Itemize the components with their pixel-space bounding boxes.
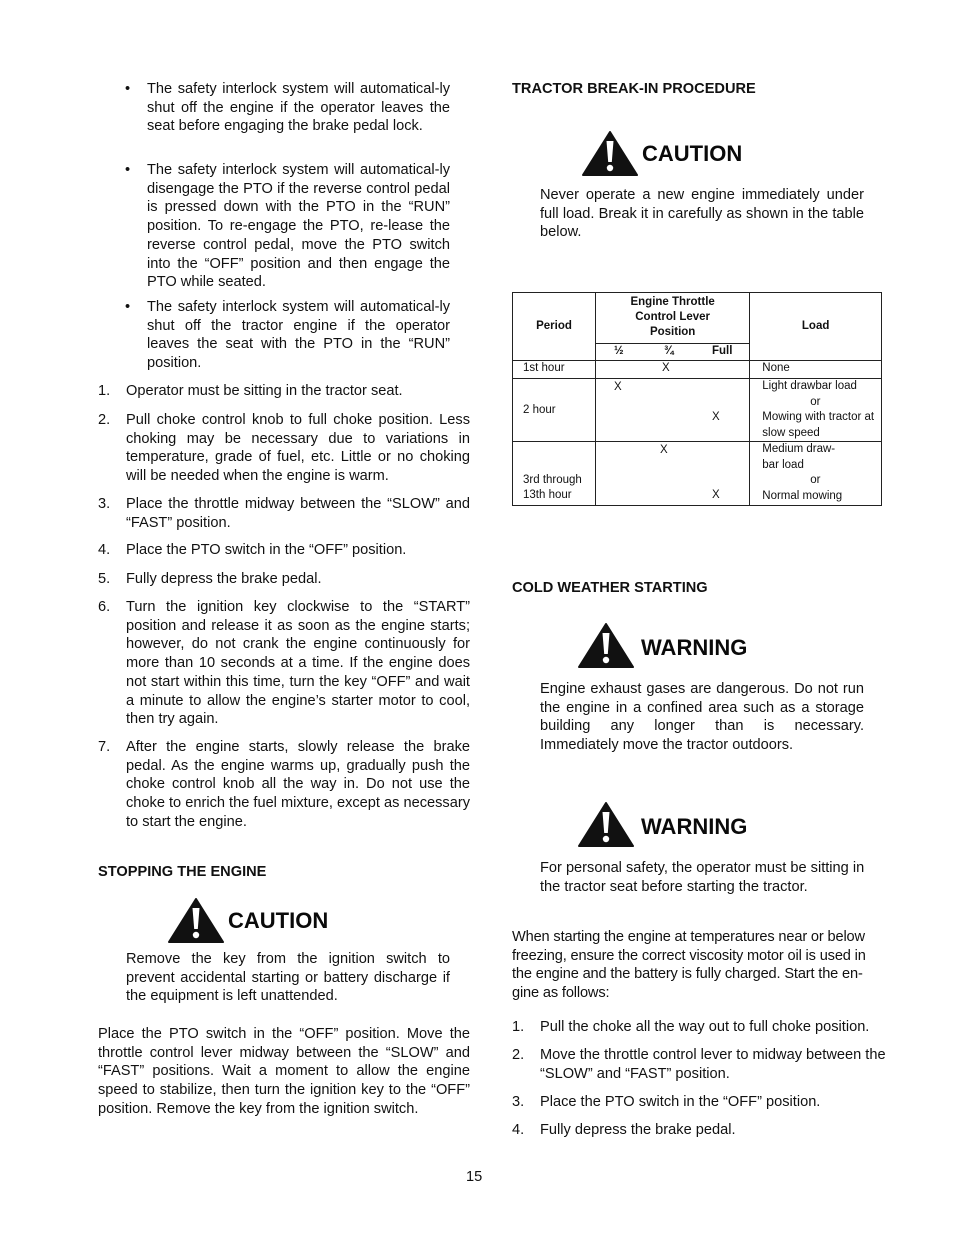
bullet-item: The safety interlock system will automatical-ly shut off the tractor engine if the operator leaves the seat with the PTO in the “RUN” position. <box>147 299 450 372</box>
step-number: 5. <box>98 571 111 587</box>
table-row <box>513 361 882 379</box>
step-text: Fully depress the brake pedal. <box>126 571 322 587</box>
load-line: Normal mowing <box>762 489 843 502</box>
step-text: Place the PTO switch in the “OFF” position. <box>540 1094 821 1110</box>
step-text: After the engine starts, slowly release the brake pedal. As the engine warms up, gradually push the choke control knob all the way in. Do not use the choke to enrich the fuel mixture, except as necessary to start the engine. <box>126 739 470 830</box>
step-text: Fully depress the brake pedal. <box>540 1122 736 1138</box>
table-header-label: Load <box>801 320 830 332</box>
table-cell-mark <box>596 379 750 442</box>
table-subheader-half <box>596 344 655 361</box>
table-subheader-label: ½ <box>614 345 624 357</box>
step-number: 1. <box>512 1019 525 1035</box>
step-number: 2. <box>512 1047 525 1063</box>
step-number: 6. <box>98 599 111 615</box>
bullet-dot: • <box>125 81 131 97</box>
step-number: 3. <box>98 496 111 512</box>
caution-signal <box>168 897 368 943</box>
table-header-label: Engine Throttle Control Lever Position <box>630 296 715 338</box>
table-subheader-label: Full <box>712 345 733 357</box>
caution-word: CAUTION <box>228 908 329 933</box>
bullet-dot: • <box>125 299 131 315</box>
load-line: Mowing with tractor at slow speed <box>762 411 875 439</box>
warning-triangle-icon <box>578 801 634 847</box>
load-line: Light drawbar load <box>762 380 857 392</box>
table-cell-mark: X <box>596 361 750 379</box>
warning-signal <box>578 801 778 847</box>
cold-paragraph: When starting the engine at temperatures near or below freezing, ensure the correct viscosity motor oil is used in the engine and the battery is fully charged. Start the en-gine as follows: <box>512 929 866 1002</box>
table-cell-load <box>750 379 882 442</box>
table-subheader-full <box>704 344 750 361</box>
section-heading-cold: COLD WEATHER STARTING <box>512 580 708 596</box>
bullet-item: The safety interlock system will automatical-ly shut off the engine if the operator leaves the seat before engaging the brake pedal lock. <box>147 81 450 135</box>
warning-signal <box>578 622 778 668</box>
step-text: Turn the ignition key clockwise to the “START” position and release it as soon as the engine starts; however, do not crank the engine continuously for more than 10 seconds at a time. If the engine does not start within this time, turn the key “OFF” and wait a minute to allow the engine’s starter motor to cool, then try again. <box>126 599 470 728</box>
section-heading-breakin: TRACTOR BREAK-IN PROCEDURE <box>512 81 756 97</box>
table-header-load <box>750 293 882 361</box>
table-header-throttle <box>596 293 750 344</box>
caution-text: Remove the key from the ignition switch to prevent accidental starting or battery discharge if the equipment is left unattended. <box>126 951 450 1005</box>
step-number: 1. <box>98 383 111 399</box>
step-text: Place the throttle midway between the “SLOW” and “FAST” position. <box>126 496 470 531</box>
load-or: or <box>810 474 821 486</box>
table-mark: X <box>614 381 622 393</box>
warning-triangle-icon <box>168 897 224 943</box>
warning-word: WARNING <box>641 814 748 839</box>
table-row <box>513 379 882 442</box>
step-text: Place the PTO switch in the “OFF” position. <box>126 542 407 558</box>
table-mark: X <box>712 411 720 423</box>
load-or: or <box>810 395 821 408</box>
period-label: 3rd through 13th hour <box>523 474 582 501</box>
step-number: 7. <box>98 739 111 755</box>
table-subheader-label: ¾ <box>664 345 674 357</box>
table-mark: X <box>660 444 668 456</box>
step-text: Pull choke control knob to full choke position. Less choking may be necessary due to variations in temperature, grade of fuel, etc. Little or no choking will be needed when the engine is warm. <box>126 412 470 485</box>
warning-word: WARNING <box>641 635 748 660</box>
table-header-period <box>513 293 596 361</box>
table-cell-load <box>750 442 882 506</box>
caution-signal <box>582 130 782 176</box>
step-text: Move the throttle control lever to midway between the “SLOW” and “FAST” position. <box>540 1047 886 1082</box>
table-cell-period: 1st hour <box>513 361 596 379</box>
bullet-dot: • <box>125 162 131 178</box>
warning-triangle-icon <box>578 622 634 668</box>
page-number: 15 <box>466 1169 483 1185</box>
table-mark: X <box>712 489 720 501</box>
break-in-table <box>512 292 882 506</box>
table-cell-mark <box>596 442 750 506</box>
section-heading-stopping: STOPPING THE ENGINE <box>98 864 267 880</box>
table-header-label: Period <box>536 320 572 332</box>
step-number: 4. <box>98 542 111 558</box>
step-number: 3. <box>512 1094 525 1110</box>
warning-text: Engine exhaust gases are dangerous. Do not run the engine in a confined area such as a storage building any longer than is necessary. Immediately move the tractor outdoors. <box>540 681 864 754</box>
table-cell-period: 2 hour <box>513 379 596 442</box>
bullet-item: The safety interlock system will automatical-ly disengage the PTO if the reverse control pedal is pressed down with the PTO in the “RUN” position. To re-engage the PTO, re-lease the reverse control pedal, move the PTO switch into the “OFF” position and then engage the PTO while seated. <box>147 162 450 291</box>
step-number: 2. <box>98 412 111 428</box>
caution-text: Never operate a new engine immediately under full load. Break it in carefully as shown in the table below. <box>540 187 864 241</box>
step-text: Pull the choke all the way out to full choke position. <box>540 1019 870 1035</box>
step-text: Operator must be sitting in the tractor seat. <box>126 383 403 399</box>
table-subheader-three-quarter <box>654 344 704 361</box>
step-number: 4. <box>512 1122 525 1138</box>
table-cell-load: None <box>750 361 882 379</box>
table-cell-period <box>513 442 596 506</box>
stopping-paragraph: Place the PTO switch in the “OFF” position. Move the throttle control lever midway between the “SLOW” and “FAST” positions. Wait a moment to allow the engine speed to stabilize, then turn the ignition key to the “OFF” position. Remove the key from the ignition switch. <box>98 1026 470 1117</box>
caution-word: CAUTION <box>642 141 743 166</box>
table-row <box>513 442 882 506</box>
load-line: Medium draw- bar load <box>762 443 836 471</box>
warning-text: For personal safety, the operator must be sitting in the tractor seat before starting the tractor. <box>540 860 865 895</box>
warning-triangle-icon <box>582 130 638 176</box>
